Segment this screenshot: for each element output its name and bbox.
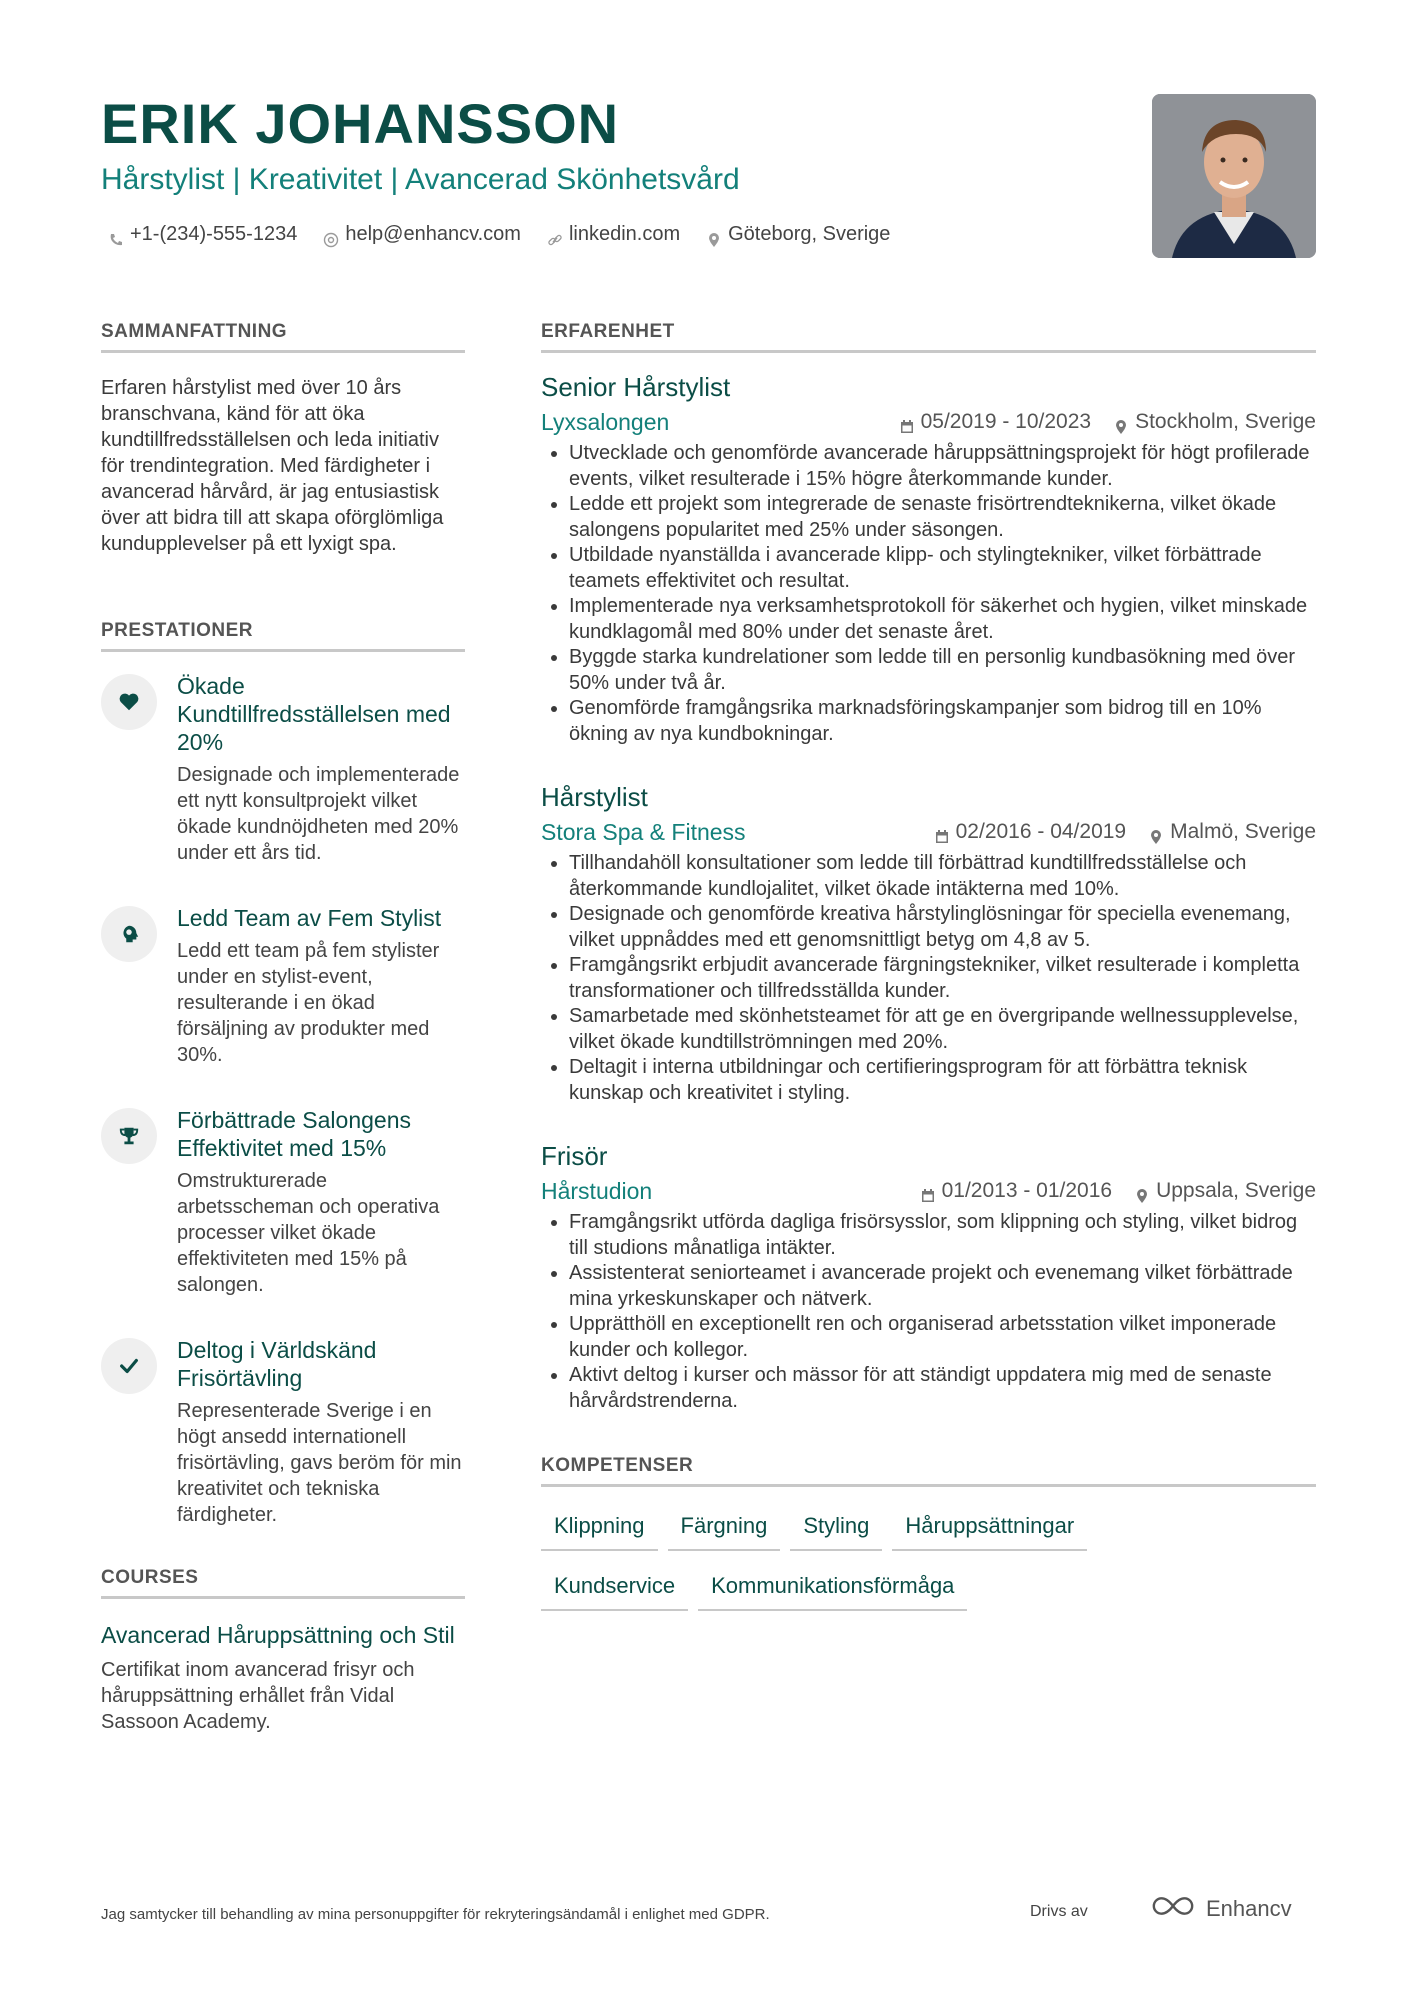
calendar-icon: [934, 824, 950, 840]
job-bullet: • Genomförde framgångsrika marknadsföringskampanjer som bidrog till en 10% ökning av nya kundbokningar.: [569, 696, 1316, 747]
courses-section: [101, 1566, 465, 1735]
job-company: Stora Spa & Fitness: [541, 819, 746, 845]
experience-heading: ERFARENHET: [541, 320, 1316, 353]
achievement-title: Ökade Kundtillfredsställelsen med 20%: [177, 673, 451, 755]
skill-tag: Kundservice: [541, 1567, 688, 1611]
job-meta: [541, 407, 1316, 437]
course-title: Avancerad Håruppsättning och Stil: [101, 1622, 455, 1648]
job-meta-right: [934, 817, 1316, 847]
location-icon: [706, 226, 722, 242]
skill-tag: Styling: [790, 1507, 882, 1551]
achievement-item: [101, 904, 465, 1068]
job-dates: [934, 817, 1126, 847]
contact-location: [706, 218, 890, 250]
achievement-title: Förbättrade Salongens Effektivitet med 15%: [177, 1107, 411, 1161]
job-bullets: [541, 851, 1316, 1106]
job-meta: [541, 1176, 1316, 1206]
achievement-description: Ledd ett team på fem stylister under en stylist-event, resulterande i en ökad försäljning av produkter med 30%.: [177, 940, 440, 1066]
job-title: Frisör: [541, 1141, 608, 1171]
job-location: [1113, 407, 1316, 437]
achievement-body: [177, 1336, 465, 1528]
right-column: [541, 320, 1316, 1611]
job-meta: [541, 817, 1316, 847]
course-description: Certifikat inom avancerad frisyr och håruppsättning erhållet från Vidal Sassoon Academy.: [101, 1659, 415, 1733]
job-location-text: Stockholm, Sverige: [1135, 410, 1316, 433]
job-bullet: • Utbildade nyanställda i avancerade klipp- och stylingtekniker, vilket förbättrade teamets effektivitet och resultat.: [569, 543, 1316, 594]
summary-section: [101, 320, 465, 557]
job-bullet: • Designade och genomförde kreativa hårstylinglösningar för speciella evenemang, vilket uppnåddes med ett genomsnittligt betyg om 4,8 av 5.: [569, 902, 1316, 953]
achievement-description: Omstrukturerade arbetsscheman och operativa processer vilket ökade effektiviteten med 15% på salongen.: [177, 1170, 440, 1296]
gdpr-consent: Jag samtycker till behandling av mina personuppgifter för rekryteringsändamål i enlighet med GDPR.: [101, 1906, 770, 1923]
calendar-icon: [899, 414, 915, 430]
location-icon: [1134, 1183, 1150, 1199]
contact-email[interactable]: [323, 218, 521, 250]
achievement-item: [101, 672, 465, 866]
job-bullet: • Framgångsrikt erbjudit avancerade färgningstekniker, vilket resulterade i kompletta transformationer och tillfredsställda kunder.: [569, 953, 1316, 1004]
contact-phone-text: +1-(234)-555-1234: [130, 223, 298, 245]
job-dates-text: 02/2016 - 04/2019: [955, 820, 1127, 843]
job-entry: [541, 781, 1316, 1106]
job-dates-text: 05/2019 - 10/2023: [920, 410, 1092, 433]
job-location: [1148, 817, 1316, 847]
job-location-text: Malmö, Sverige: [1170, 820, 1316, 843]
achievements-section: [101, 619, 465, 1528]
trophy-icon: [101, 1108, 157, 1164]
job-title: Senior Hårstylist: [541, 372, 731, 402]
check-icon: [101, 1338, 157, 1394]
skill-tag: Klippning: [541, 1507, 658, 1551]
job-dates: [920, 1176, 1112, 1206]
skill-tag: Kommunikationsförmåga: [698, 1567, 967, 1611]
candidate-name: ERIK JOHANSSON: [101, 92, 620, 155]
job-bullet: • Aktivt deltog i kurser och mässor för att ständigt uppdatera mig med de senaste hårvårdstrenderna.: [569, 1363, 1316, 1414]
job-bullet: • Implementerade nya verksamhetsprotokoll för säkerhet och hygien, vilket minskade kundklagomål med 80% under det senaste året.: [569, 594, 1316, 645]
job-company: Lyxsalongen: [541, 409, 670, 435]
job-bullet: • Tillhandahöll konsultationer som ledde till förbättrad kundtillfredsställelse och återkommande kundlojalitet, vilket ökade intäkterna med 10%.: [569, 851, 1316, 902]
head-idea-icon: [101, 906, 157, 962]
job-bullets: [541, 441, 1316, 747]
achievement-item: [101, 1336, 465, 1528]
job-entry: [541, 371, 1316, 747]
skills-section: [541, 1454, 1316, 1611]
location-icon: [1148, 824, 1164, 840]
achievement-item: [101, 1106, 465, 1298]
summary-heading: SAMMANFATTNING: [101, 320, 465, 353]
experience-section: [541, 320, 1316, 1414]
skill-tag: Håruppsättningar: [892, 1507, 1087, 1551]
job-bullet: • Framgångsrikt utförda dagliga frisörsysslor, som klippning och styling, vilket bidrog till studions månatliga intäkter.: [569, 1210, 1316, 1261]
job-dates-text: 01/2013 - 01/2016: [941, 1179, 1113, 1202]
contact-linkedin-text[interactable]: linkedin.com: [568, 223, 681, 245]
job-entry: [541, 1140, 1316, 1414]
skills-heading: KOMPETENSER: [541, 1454, 1316, 1487]
infinity-icon: [1150, 1894, 1196, 1924]
job-bullet: • Samarbetade med skönhetsteamet för att ge en övergripande wellnessupplevelse, vilket ökade kundtillströmningen med 20%.: [569, 1004, 1316, 1055]
job-dates: [899, 407, 1091, 437]
contact-location-text: Göteborg, Sverige: [728, 223, 891, 245]
brand-name: Enhancv: [1206, 1896, 1292, 1921]
achievement-description: Representerade Sverige i en högt ansedd internationell frisörtävling, gavs beröm för min kreativitet och tekniska färdigheter.: [177, 1400, 462, 1526]
job-bullet: • Byggde starka kundrelationer som ledde till en personlig kundbasökning med över 50% under två år.: [569, 645, 1316, 696]
skills-list: [541, 1507, 1181, 1611]
job-meta-right: [899, 407, 1316, 437]
summary-text: Erfaren hårstylist med över 10 års branschvana, känd för att öka kundtillfredsställelsen och leda initiativ för trendintegration. Med färdigheter i avancerad hårvård, är jag entusiastisk över att bidra till att skapa oförglömliga kundupplevelser på ett lyxigt spa.: [101, 377, 444, 555]
job-bullet: • Assistenterat seniorteamet i avancerade projekt och evenemang vilket förbättrade mina yrkeskunskaper och nätverk.: [569, 1261, 1316, 1312]
heart-icon: [101, 674, 157, 730]
phone-icon: [108, 226, 124, 242]
job-meta-right: [920, 1176, 1316, 1206]
job-bullet: • Deltagit i interna utbildningar och certifieringsprogram för att förbättra teknisk kunskap och kreativitet i styling.: [569, 1055, 1316, 1106]
job-bullets: [541, 1210, 1316, 1414]
achievement-body: [177, 1106, 465, 1298]
calendar-icon: [920, 1183, 936, 1199]
contact-phone: [108, 218, 297, 250]
at-icon: [323, 226, 339, 242]
job-company: Hårstudion: [541, 1178, 653, 1204]
achievement-title: Deltog i Världskänd Frisörtävling: [177, 1337, 377, 1391]
achievements-heading: PRESTATIONER: [101, 619, 465, 652]
skill-tag: Färgning: [668, 1507, 781, 1551]
profile-photo: [1152, 94, 1316, 258]
job-bullet: • Ledde ett projekt som integrerade de senaste frisörtrendteknikerna, vilket ökade salongens popularitet med 25% under säsongen.: [569, 492, 1316, 543]
contact-row: [108, 218, 890, 250]
job-bullet: • Upprätthöll en exceptionellt ren och organiserad arbetsstation vilket imponerade kunder och kollegor.: [569, 1312, 1316, 1363]
left-column: [101, 320, 465, 1735]
achievement-description: Designade och implementerade ett nytt konsultprojekt vilket ökade kundnöjdheten med 20% under ett års tid.: [177, 764, 460, 864]
job-title: Hårstylist: [541, 782, 648, 812]
brand-logo[interactable]: [1150, 1894, 1292, 1924]
location-icon: [1113, 414, 1129, 430]
contact-linkedin[interactable]: [547, 218, 680, 250]
courses-heading: COURSES: [101, 1566, 465, 1599]
link-icon: [547, 226, 563, 242]
achievement-body: [177, 904, 465, 1068]
contact-email-text[interactable]: help@enhancv.com: [345, 223, 521, 245]
achievement-title: Ledd Team av Fem Stylist: [177, 905, 442, 931]
powered-by-label: Drivs av: [1030, 1903, 1088, 1920]
candidate-tagline: Hårstylist | Kreativitet | Avancerad Skönhetsvård: [101, 163, 740, 196]
job-location-text: Uppsala, Sverige: [1156, 1179, 1316, 1202]
job-bullet: • Utvecklade och genomförde avancerade håruppsättningsprojekt för högt profilerade events, vilket resulterade i 15% högre återkommande kunder.: [569, 441, 1316, 492]
job-location: [1134, 1176, 1316, 1206]
achievement-body: [177, 672, 465, 866]
